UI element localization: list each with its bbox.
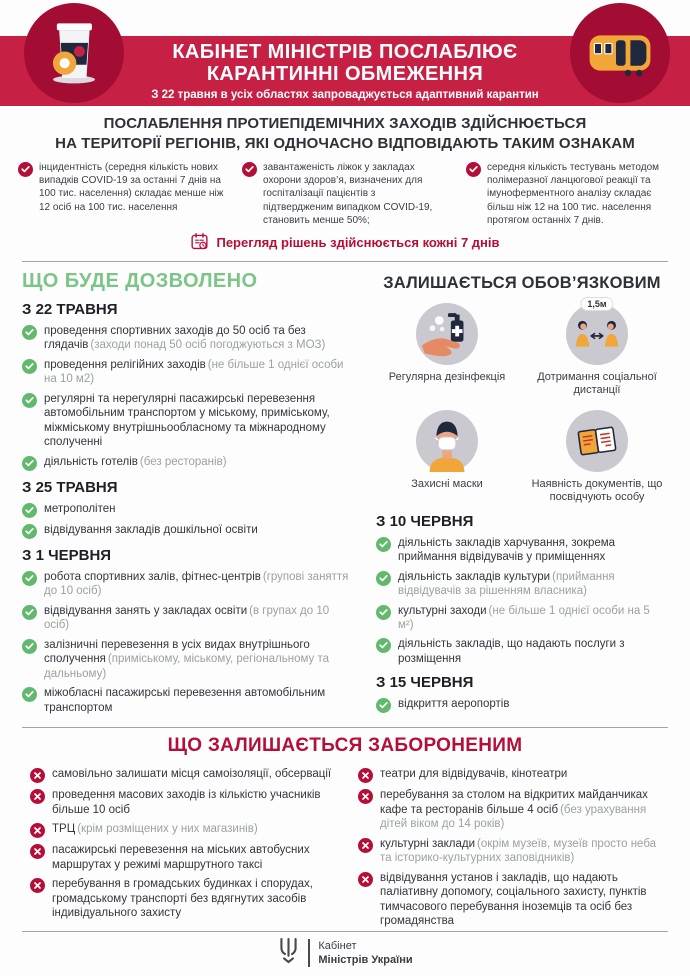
check-icon: [22, 571, 37, 586]
page-subtitle: З 22 травня в усіх областях запроваджується адаптивний карантин: [151, 89, 539, 102]
allowed-group-may25: [22, 479, 352, 539]
allowed-item: робота спортивних залів, фітнес-центрів (групові заняття до 10 осіб): [22, 570, 352, 599]
criteria-item: [466, 161, 672, 227]
divider: [22, 261, 668, 262]
coffee-cup-donut-icon: [24, 3, 124, 103]
mandatory-column: [376, 270, 668, 720]
criteria-item-text: завантаженість ліжок у закладах охорони здоров’я, визначених для госпіталізації пацієнтів з підтвердженим випадком COVID-19, становить менше 50%;: [263, 162, 433, 226]
check-icon: [466, 162, 481, 177]
check-icon: [18, 162, 33, 177]
allowed-group-june10: [376, 513, 668, 667]
social-distance-icon: [566, 303, 628, 365]
allowed-item: регулярні та нерегулярні пасажирські перевезення автомобільним транспортом у міському, приміському, міжміському внутрішньообласному та міжнародному сполученні: [22, 392, 352, 450]
allowed-item: діяльність закладів культури (приймання відвідувачів за рішенням власника): [376, 570, 668, 599]
allowed-group-june1: [22, 547, 352, 715]
allowed-item: проведення спортивних заходів до 50 осіб та без глядачів (заходи понад 50 осіб погоджуються з МОЗ): [22, 324, 352, 353]
x-icon: [30, 844, 45, 859]
x-icon: [358, 789, 373, 804]
x-icon: [30, 823, 45, 838]
mandatory-item-disinfection: [376, 303, 518, 398]
footer-org-name: Кабінет Міністрів України: [318, 939, 413, 966]
check-icon: [22, 503, 37, 518]
check-icon: [22, 325, 37, 340]
prohibited-item: відвідування установ і закладів, що надають паліативну допомогу, соціального захисту, пунктів тимчасового перебування іноземців та осіб без громадянства: [358, 871, 670, 929]
check-icon: [376, 698, 391, 713]
prohibited-item: проведення масових заходів із кількістю учасників більше 10 осіб: [30, 788, 342, 817]
prohibited-item: театри для відвідувачів, кінотеатри: [358, 767, 670, 783]
group-date: З 25 ТРАВНЯ: [22, 478, 118, 496]
criteria-list: [0, 161, 690, 227]
prohibited-item: перебування за столом на відкритих майданчиках кафе та ресторанів більше 4 осіб (без урахування дітей віком до 14 років): [358, 788, 670, 831]
check-icon: [376, 571, 391, 586]
x-icon: [358, 838, 373, 853]
check-icon: [22, 605, 37, 620]
ukraine-trident-emblem: [277, 937, 300, 969]
check-icon: [376, 638, 391, 653]
prohibited-item: ТРЦ (крім розміщених у них магазинів): [30, 822, 342, 838]
face-mask-icon: [416, 410, 478, 472]
allowed-item: діяльність готелів (без ресторанів): [22, 455, 352, 471]
criteria-item-text: середня кількість тестувань методом полімеразної ланцюгової реакції та імуноферментного аналізу складає більш ніж 12 на 100 тис. населення протягом останніх 7 днів.: [487, 162, 660, 226]
x-icon: [358, 872, 373, 887]
prohibited-item: культурні заклади (окрім музеїв, музеїв просто неба та історико-культурних заповідників): [358, 837, 670, 866]
calendar-clock-icon: [190, 232, 209, 254]
group-date: З 15 ЧЕРВНЯ: [376, 674, 474, 692]
allowed-item: діяльність закладів, що надають послуги з розміщення: [376, 637, 668, 666]
divider: [22, 931, 668, 932]
criteria-item-text: інцидентність (середня кількість нових випадків COVID-19 за останні 7 днів на 100 тис. населення) складає менше ніж 12 осіб на 100 тис. населення: [39, 162, 224, 213]
allowed-item: культурні заходи (не більше 1 однієї особи на 5 м²): [376, 604, 668, 633]
group-date: З 1 ЧЕРВНЯ: [22, 546, 112, 564]
prohibited-section: [0, 767, 690, 933]
mandatory-label: Захисні маски: [411, 477, 483, 490]
divider: [22, 727, 668, 728]
prohibited-item: самовільно залишати місця самоізоляції, обсервації: [30, 767, 342, 783]
distance-badge: 1,5м: [581, 298, 612, 310]
check-icon: [376, 605, 391, 620]
allowed-item: проведення релігійних заходів (не більше 1 однієї особи на 10 м2): [22, 358, 352, 387]
allowed-column: [22, 270, 352, 720]
check-icon: [22, 639, 37, 654]
criteria-heading: ПОСЛАБЛЕННЯ ПРОТИЕПІДЕМІЧНИХ ЗАХОДІВ ЗДІЙСНЮЄТЬСЯ НА ТЕРИТОРІЇ РЕГІОНІВ, ЯКІ ОДНОЧАСНО ВІДПОВІДАЮТЬ ТАКИМ ОЗНАКАМ: [55, 115, 635, 152]
footer-separator: [308, 939, 310, 967]
check-icon: [22, 359, 37, 374]
criteria-section: [0, 114, 690, 254]
hand-disinfection-icon: [416, 303, 478, 365]
criteria-item: [242, 161, 448, 227]
mandatory-label: Регулярна дезінфекція: [388, 370, 506, 383]
x-icon: [30, 768, 45, 783]
allowed-group-june15: [376, 674, 668, 713]
prohibited-left-list: [30, 767, 342, 933]
footer: [0, 937, 690, 969]
id-documents-icon: [566, 410, 628, 472]
metro-train-icon: [570, 3, 670, 103]
allowed-group-may22: [22, 301, 352, 471]
check-icon: [22, 524, 37, 539]
allowed-item: відвідування занять у закладах освіти (в групах до 10 осіб): [22, 604, 352, 633]
allowed-item: міжобласні пасажирські перевезення автомобільним транспортом: [22, 686, 352, 715]
page-title: КАБІНЕТ МІНІСТРІВ ПОСЛАБЛЮЄ КАРАНТИННІ ОБМЕЖЕННЯ: [172, 40, 518, 85]
group-date: З 22 ТРАВНЯ: [22, 300, 118, 318]
allowed-item: метрополітен: [22, 502, 352, 518]
allowed-heading: ЩО БУДЕ ДОЗВОЛЕНО: [22, 269, 258, 292]
review-note-text: Перегляд рішень здійснюється кожні 7 днів: [216, 235, 500, 251]
prohibited-item: перебування в громадських будинках і спорудах, громадському транспорті без вдягнутих засобів індивідуального захисту: [30, 877, 342, 920]
group-date: З 10 ЧЕРВНЯ: [376, 512, 474, 530]
mandatory-item-documents: [526, 410, 668, 505]
criteria-item: [18, 161, 224, 227]
check-icon: [22, 393, 37, 408]
allowed-item: залізничні перевезення в усіх видах внутрішнього сполучення (приміському, міському, регіональному та дальньому): [22, 638, 352, 681]
check-icon: [22, 687, 37, 702]
header-band: [0, 36, 690, 106]
prohibited-item: пасажирські перевезення на міських автобусних маршрутах у режимі маршрутного таксі: [30, 843, 342, 872]
mandatory-heading: ЗАЛИШАЄТЬСЯ ОБОВ’ЯЗКОВИМ: [383, 273, 661, 292]
x-icon: [30, 878, 45, 893]
mandatory-grid: [376, 298, 668, 505]
x-icon: [30, 789, 45, 804]
mandatory-item-mask: [376, 410, 518, 505]
mandatory-item-distance: [526, 298, 668, 398]
mandatory-label: Наявність документів, що посвідчують особу: [531, 477, 663, 504]
allowed-item: відкриття аеропортів: [376, 697, 668, 713]
review-note: [0, 232, 690, 254]
check-icon: [376, 537, 391, 552]
allowed-item: відвідування закладів дошкільної освіти: [22, 523, 352, 539]
x-icon: [358, 768, 373, 783]
check-icon: [242, 162, 257, 177]
mandatory-label: Дотримання соціальної дистанції: [537, 370, 657, 397]
check-icon: [22, 456, 37, 471]
allowed-item: діяльність закладів харчування, зокрема приймання відвідувачів у приміщеннях: [376, 536, 668, 565]
prohibited-right-list: [358, 767, 670, 933]
prohibited-heading: ЩО ЗАЛИШАЄТЬСЯ ЗАБОРОНЕНИМ: [167, 735, 523, 757]
